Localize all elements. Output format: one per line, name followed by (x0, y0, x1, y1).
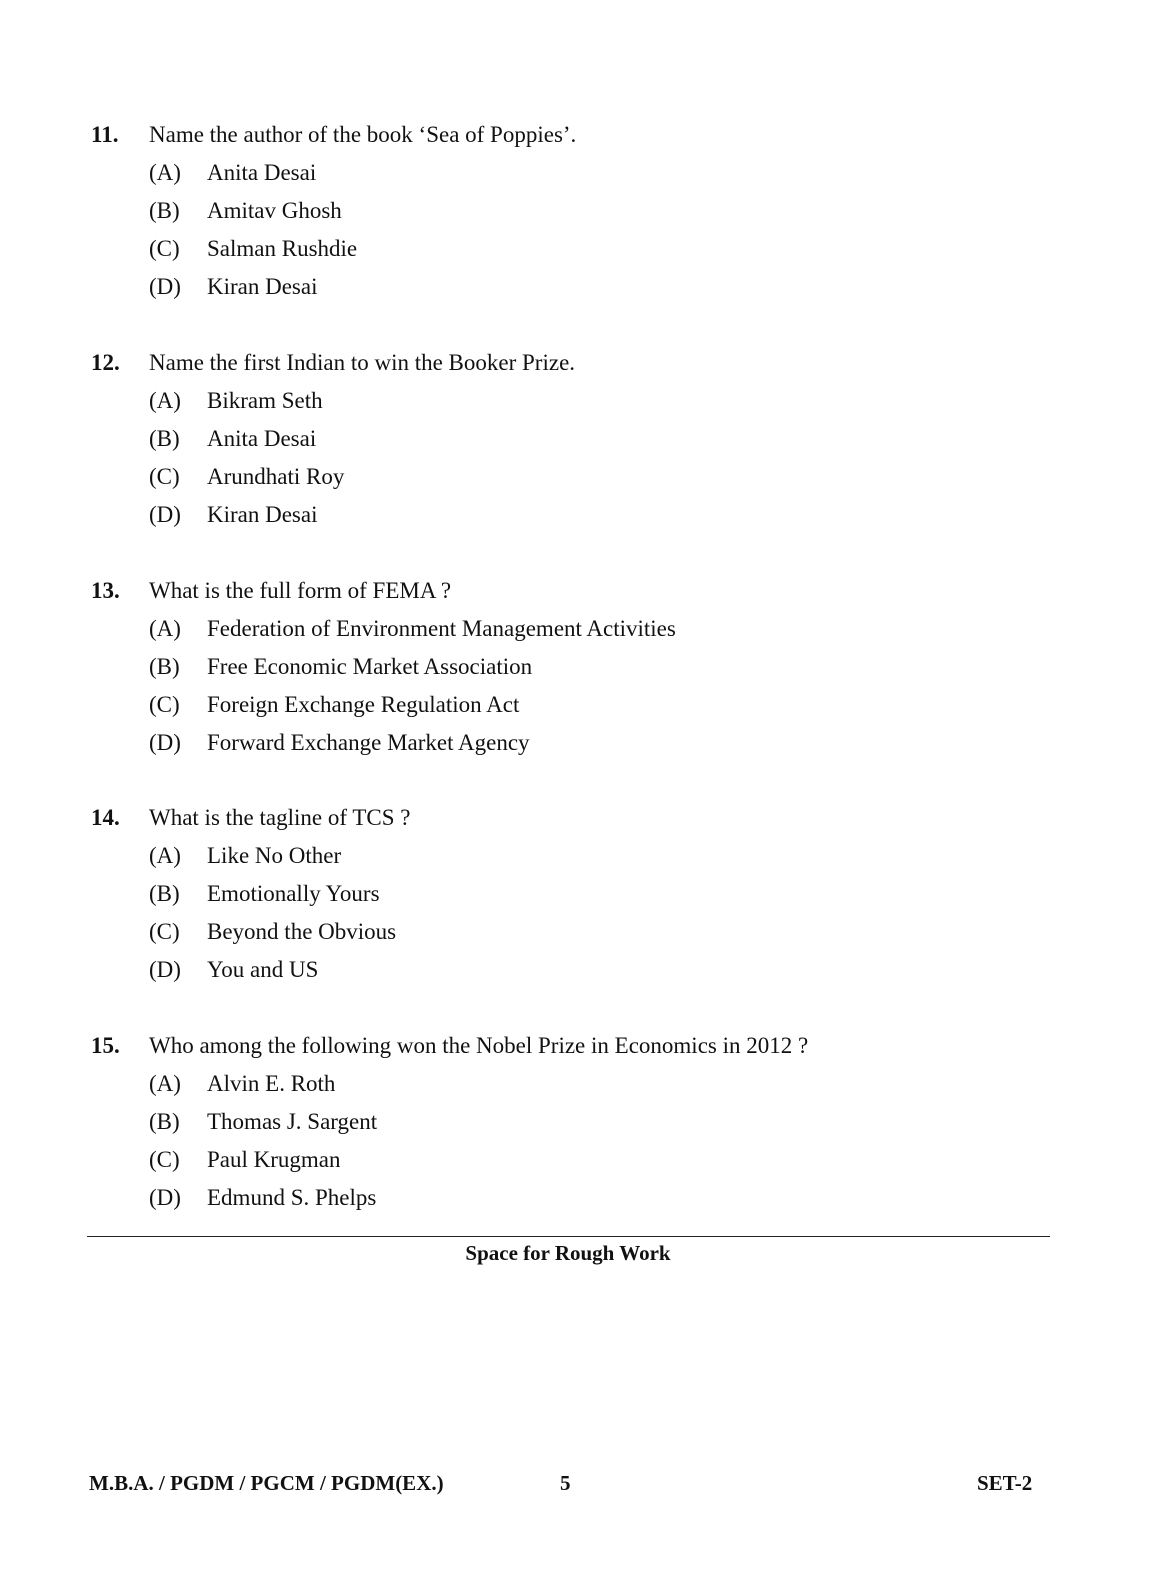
option-letter: (B) (149, 198, 180, 223)
options-list (91, 612, 1071, 764)
options-list (91, 1067, 1071, 1219)
option-letter: (D) (149, 730, 181, 755)
question-13 (91, 574, 1071, 764)
option-text: Arundhati Roy (207, 464, 345, 489)
option-text: Foreign Exchange Regulation Act (207, 692, 520, 717)
question-14 (91, 801, 1071, 991)
option-letter: (C) (149, 692, 180, 717)
question-text: Name the author of the book ‘Sea of Poppies’. (149, 122, 577, 147)
option-d (91, 1181, 1071, 1219)
option-letter: (D) (149, 274, 181, 299)
option-text: Bikram Seth (207, 388, 323, 413)
options-list (91, 156, 1071, 308)
option-letter: (A) (149, 388, 181, 413)
question-stem (91, 346, 1071, 380)
option-letter: (A) (149, 616, 181, 641)
question-number: 15. (91, 1033, 120, 1058)
option-text: Forward Exchange Market Agency (207, 730, 530, 755)
option-letter: (B) (149, 1109, 180, 1134)
option-letter: (D) (149, 957, 181, 982)
option-letter: (C) (149, 919, 180, 944)
option-text: Amitav Ghosh (207, 198, 342, 223)
options-list (91, 384, 1071, 536)
option-c (91, 460, 1071, 498)
option-text: Federation of Environment Management Activities (207, 616, 676, 641)
option-b (91, 422, 1071, 460)
option-text: Like No Other (207, 843, 342, 868)
option-text: Anita Desai (207, 160, 317, 185)
option-b (91, 877, 1071, 915)
option-text: You and US (207, 957, 319, 982)
option-text: Emotionally Yours (207, 881, 380, 906)
option-b (91, 650, 1071, 688)
option-letter: (B) (149, 654, 180, 679)
option-d (91, 726, 1071, 764)
question-stem (91, 801, 1071, 835)
option-a (91, 839, 1071, 877)
option-letter: (A) (149, 160, 181, 185)
question-15 (91, 1029, 1071, 1219)
option-letter: (B) (149, 426, 180, 451)
option-letter: (D) (149, 502, 181, 527)
option-letter: (A) (149, 1071, 181, 1096)
option-letter: (B) (149, 881, 180, 906)
option-text: Paul Krugman (207, 1147, 341, 1172)
question-number: 11. (91, 122, 119, 147)
option-b (91, 194, 1071, 232)
option-d (91, 953, 1071, 991)
option-text: Kiran Desai (207, 274, 318, 299)
option-a (91, 156, 1071, 194)
option-letter: (A) (149, 843, 181, 868)
footer-set: SET-2 (977, 1471, 1033, 1495)
question-12 (91, 346, 1071, 536)
option-text: Anita Desai (207, 426, 317, 451)
option-text: Edmund S. Phelps (207, 1185, 377, 1210)
option-text: Salman Rushdie (207, 236, 358, 261)
option-text: Thomas J. Sargent (207, 1109, 378, 1134)
question-text: What is the full form of FEMA ? (149, 578, 452, 603)
option-d (91, 498, 1071, 536)
option-text: Alvin E. Roth (207, 1071, 336, 1096)
question-number: 13. (91, 578, 120, 603)
footer-course: M.B.A. / PGDM / PGCM / PGDM(EX.) (89, 1471, 444, 1495)
option-text: Free Economic Market Association (207, 654, 533, 679)
option-c (91, 1143, 1071, 1181)
option-letter: (C) (149, 464, 180, 489)
question-stem (91, 1029, 1071, 1063)
rough-work-divider (87, 1236, 1050, 1237)
question-text: Who among the following won the Nobel Prize in Economics in 2012 ? (149, 1033, 809, 1058)
question-number: 12. (91, 350, 120, 375)
option-letter: (C) (149, 236, 180, 261)
option-c (91, 688, 1071, 726)
footer-page-number: 5 (560, 1471, 571, 1495)
option-c (91, 232, 1071, 270)
question-number: 14. (91, 805, 120, 830)
question-text: What is the tagline of TCS ? (149, 805, 411, 830)
option-a (91, 1067, 1071, 1105)
question-stem (91, 574, 1071, 608)
option-text: Beyond the Obvious (207, 919, 397, 944)
option-d (91, 270, 1071, 308)
option-letter: (C) (149, 1147, 180, 1172)
rough-work-label: Space for Rough Work (465, 1241, 671, 1265)
option-a (91, 612, 1071, 650)
question-text: Name the first Indian to win the Booker Prize. (149, 350, 576, 375)
question-11 (91, 118, 1071, 308)
option-b (91, 1105, 1071, 1143)
question-stem (91, 118, 1071, 152)
option-text: Kiran Desai (207, 502, 318, 527)
options-list (91, 839, 1071, 991)
option-a (91, 384, 1071, 422)
option-letter: (D) (149, 1185, 181, 1210)
option-c (91, 915, 1071, 953)
